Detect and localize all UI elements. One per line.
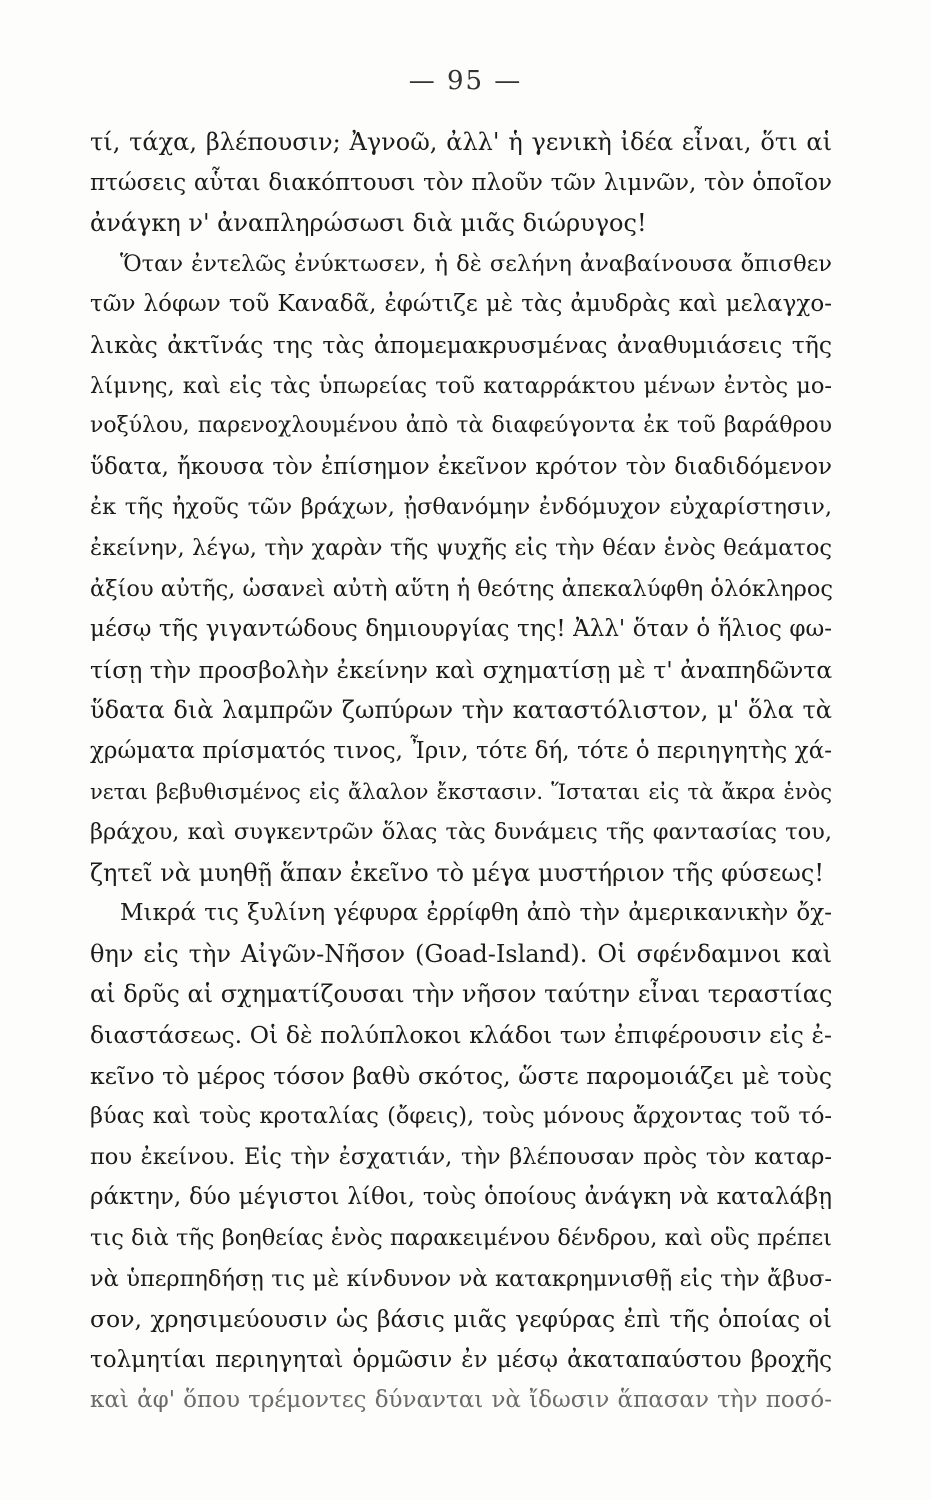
text-line: τις διὰ τῆς βοηθείας ἑνὸς παρακειμένου δένδρου, καὶ οὓς πρέπει — [90, 1225, 832, 1252]
text-line: ἐκ τῆς ἠχοῦς τῶν βράχων, ᾐσθανόμην ἐνδόμυχον εὐχαρίστησιν, — [90, 494, 832, 521]
text-line: νεται βεβυθισμένος εἰς ἄλαλον ἔκστασιν. Ἵσταται εἰς τὰ ἄκρα ἑνὸς — [90, 779, 832, 804]
text-line: λικὰς ἀκτῖνάς της τὰς ἀπομεμακρυσμένας ἀναθυμιάσεις τῆς — [90, 330, 832, 359]
text-line: ζητεῖ νὰ μυηθῇ ἅπαν ἐκεῖνο τὸ μέγα μυστήριον τῆς φύσεως! — [90, 858, 824, 887]
text-line: λίμνης, καὶ εἰς τὰς ὑπωρείας τοῦ καταρράκτου μένων ἐντὸς μο- — [90, 372, 832, 399]
text-line: ἐκείνην, λέγω, τὴν χαρὰν τῆς ψυχῆς εἰς τὴν θέαν ἑνὸς θεάματος — [90, 534, 832, 561]
text-line: πτώσεις αὗται διακόπτουσι τὸν πλοῦν τῶν λιμνῶν, τὸν ὁποῖον — [90, 169, 832, 196]
page-number: — 95 — — [408, 66, 523, 96]
text-line: ράκτην, δύο μέγιστοι λίθοι, τοὺς ὁποίους ἀνάγκη νὰ καταλάβῃ — [90, 1184, 832, 1211]
body-text — [90, 122, 832, 1421]
text-line: χρώματα πρίσματός τινος, Ἶριν, τότε δή, τότε ὁ περιηγητὴς χά- — [90, 737, 832, 764]
text-line: σον, χρησιμεύουσιν ὡς βάσις μιᾶς γεφύρας ἐπὶ τῆς ὁποίας οἱ — [90, 1305, 832, 1334]
text-line: τί, τάχα, βλέπουσιν; Ἀγνοῶ, ἀλλ' ἡ γενικὴ ἰδέα εἶναι, ὅτι αἱ — [90, 128, 832, 156]
text-line: ὕδατα διὰ λαμπρῶν ζωπύρων τὴν καταστόλιστον, μ' ὅλα τὰ — [90, 696, 832, 725]
text-line: τολμητίαι περιηγηταὶ ὁρμῶσιν ἐν μέσῳ ἀκαταπαύστου βροχῆς — [90, 1346, 832, 1373]
paragraph-start-line: Μικρά τις ξυλίνη γέφυρα ἐρρίφθη ἀπὸ τὴν ἀμερικανικὴν ὄχ- — [120, 900, 832, 927]
text-line: νοξύλου, παρενοχλουμένου ἀπὸ τὰ διαφεύγοντα ἐκ τοῦ βαράθρου — [90, 413, 832, 439]
text-line: βύας καὶ τοὺς κροταλίας (ὄφεις), τοὺς μόνους ἄρχοντας τοῦ τό- — [90, 1103, 832, 1130]
text-line: που ἐκείνου. Εἰς τὴν ἐσχατιάν, τὴν βλέπουσαν πρὸς τὸν καταρ- — [90, 1143, 832, 1170]
text-line: τίσῃ τὴν προσβολὴν ἐκείνην καὶ σχηματίσῃ μὲ τ' ἀναπηδῶντα — [90, 655, 833, 684]
text-line: κεῖνο τὸ μέρος τόσον βαθὺ σκότος, ὥστε παρομοιάζει μὲ τοὺς — [90, 1061, 832, 1090]
text-line: ἀνάγκη ν' ἀναπληρώσωσι διὰ μιᾶς διώρυγος! — [90, 209, 647, 238]
text-line: μέσῳ τῆς γιγαντώδους δημιουργίας της! Ἀλλ' ὅταν ὁ ἥλιος φω- — [90, 616, 832, 643]
text-line: αἱ δρῦς αἱ σχηματίζουσαι τὴν νῆσον ταύτην εἶναι τεραστίας — [90, 980, 833, 1009]
text-line: ὕδατα, ἤκουσα τὸν ἐπίσημον ἐκεῖνον κρότον τὸν διαδιδόμενον — [90, 453, 832, 480]
paragraph-start-line: Ὅταν ἐντελῶς ἐνύκτωσεν, ἡ δὲ σελήνη ἀναβαίνουσα ὄπισθεν — [120, 250, 832, 277]
text-line: καὶ ἀφ' ὅπου τρέμοντες δύνανται νὰ ἴδωσιν ἅπασαν τὴν ποσό- — [90, 1387, 832, 1414]
text-line: θην εἰς τὴν Αἰγῶν-Νῆσον (Goad-Island). Οἱ σφένδαμνοι καὶ — [90, 939, 832, 968]
text-line: βράχου, καὶ συγκεντρῶν ὅλας τὰς δυνάμεις τῆς φαντασίας του, — [90, 819, 832, 846]
text-line: διαστάσεως. Οἱ δὲ πολύπλοκοι κλάδοι των ἐπιφέρουσιν εἰς ἐ- — [90, 1021, 832, 1050]
text-line: ἀξίου αὐτῆς, ὡσανεὶ αὐτὴ αὕτη ἡ θεότης ἀπεκαλύφθη ὁλόκληρος — [90, 575, 833, 602]
text-line: νὰ ὑπερπηδήσῃ τις μὲ κίνδυνον νὰ κατακρημνισθῇ εἰς τὴν ἄβυσ- — [90, 1265, 832, 1292]
text-line: τῶν λόφων τοῦ Καναδᾶ, ἐφώτιζε μὲ τὰς ἀμυδρὰς καὶ μελαγχο- — [90, 291, 832, 318]
